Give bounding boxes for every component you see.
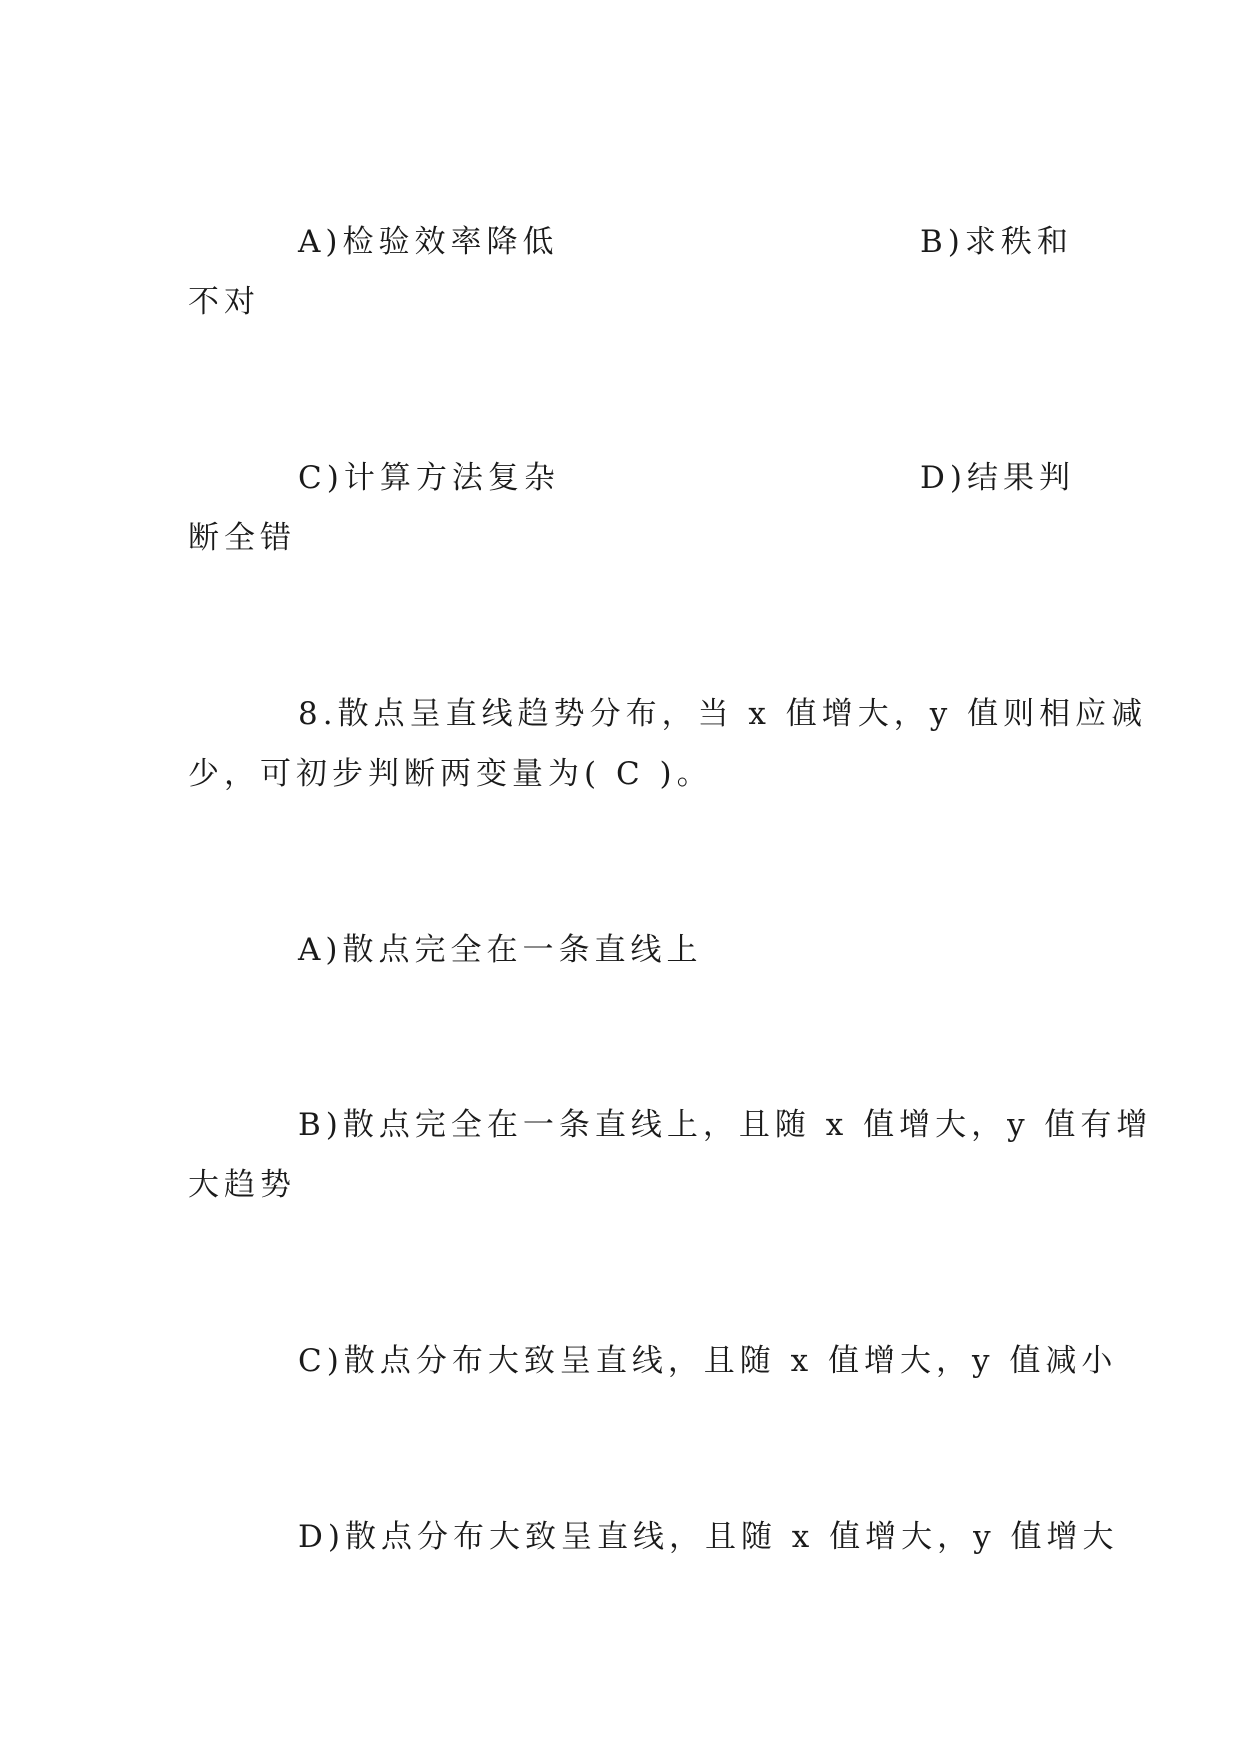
q8-option-a: A)散点完全在一条直线上: [298, 932, 703, 968]
q8-option-c: C)散点分布大致呈直线，且随 x 值增大，y 值减小: [298, 1343, 1118, 1379]
q7-option-d-continuation: 断全错: [188, 520, 296, 556]
q8-option-b-line-2: 大趋势: [188, 1167, 296, 1203]
q7-option-b-start: B)求秩和: [920, 224, 1073, 260]
q7-option-a: A)检验效率降低: [298, 224, 559, 260]
q7-option-b-continuation: 不对: [188, 284, 260, 320]
q8-option-b-line-1: B)散点完全在一条直线上，且随 x 值增大，y 值有增: [298, 1107, 1153, 1143]
q8-stem-line-2: 少，可初步判断两变量为( C )。: [188, 756, 713, 792]
q8-stem-line-1: 8.散点呈直线趋势分布，当 x 值增大，y 值则相应减: [298, 696, 1148, 732]
q8-option-d: D)散点分布大致呈直线，且随 x 值增大，y 值增大: [298, 1519, 1119, 1555]
q7-option-d-start: D)结果判: [920, 460, 1075, 496]
q7-option-c: C)计算方法复杂: [298, 460, 560, 496]
